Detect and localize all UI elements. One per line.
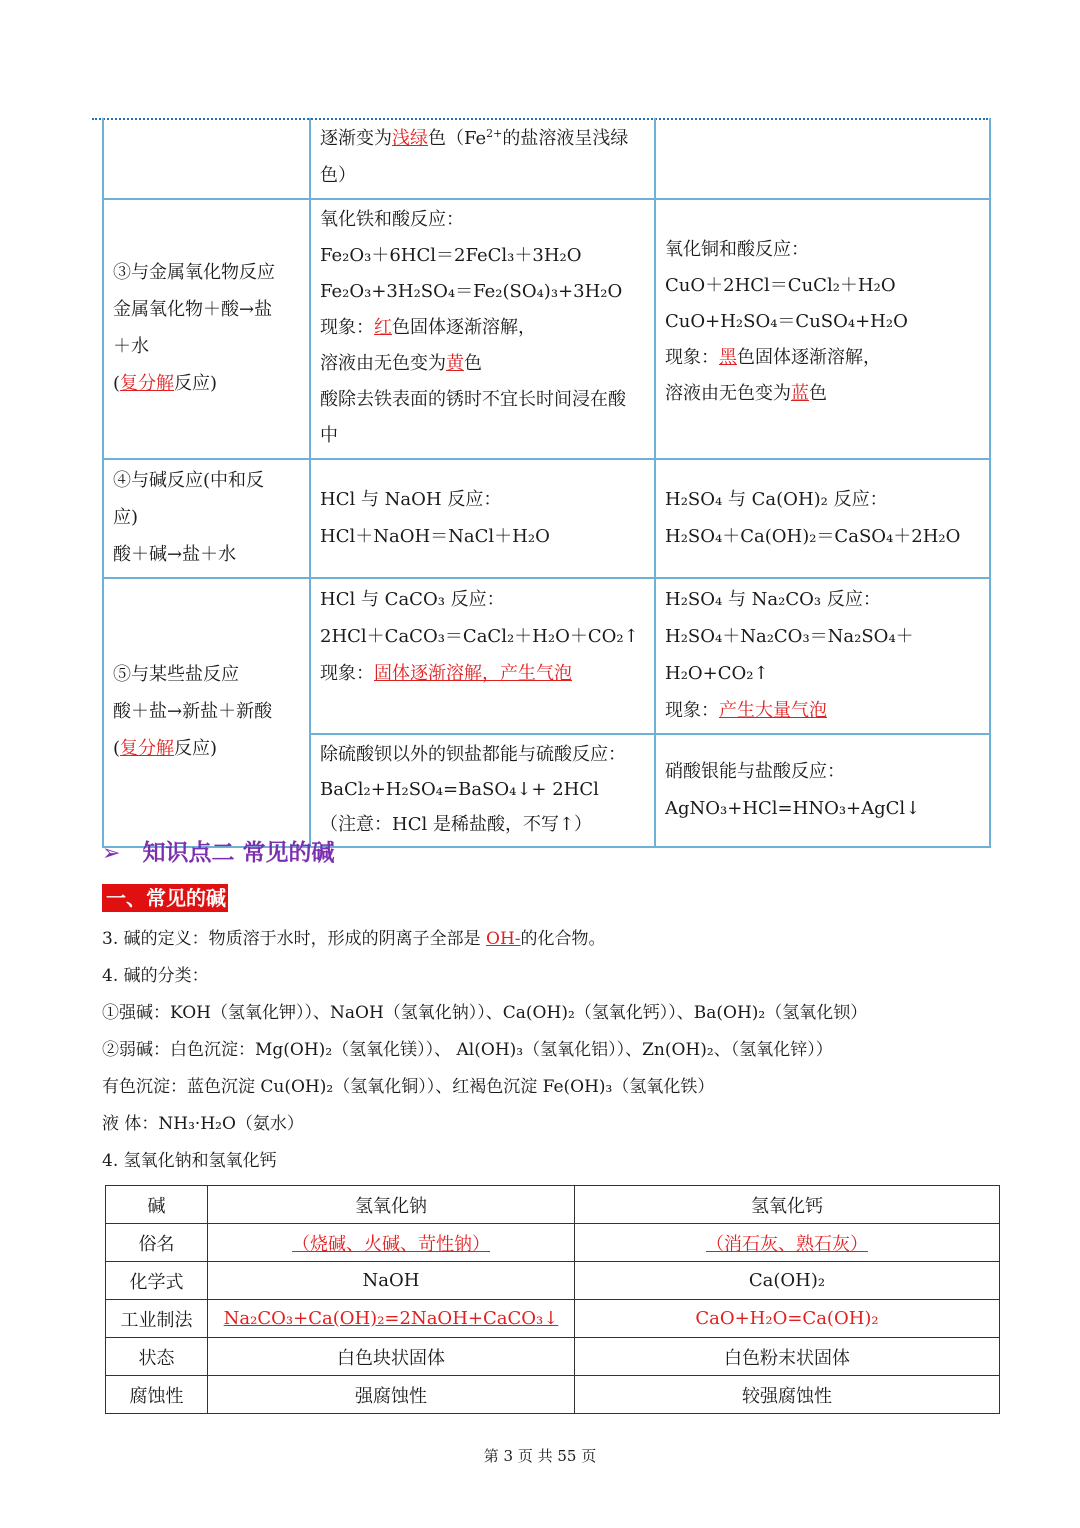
table-cell: HCl 与 NaOH 反应： HCl＋NaOH＝NaCl＋H₂O <box>310 459 655 578</box>
table-cell: 白色粉末状固体 <box>575 1338 1000 1376</box>
table-row <box>103 118 990 199</box>
table-row <box>106 1300 1000 1338</box>
table-cell: 白色块状固体 <box>208 1338 575 1376</box>
table-row <box>106 1262 1000 1300</box>
table-cell: （消石灰、熟石灰） <box>575 1224 1000 1262</box>
table-cell: 腐蚀性 <box>106 1376 208 1414</box>
table-row <box>103 199 990 459</box>
table-cell: HCl 与 CaCO₃ 反应： 2HCl＋CaCO₃＝CaCl₂＋H₂O＋CO₂↑ 现象：固体逐渐溶解，产生气泡 <box>310 578 655 734</box>
table-header-row <box>106 1186 1000 1224</box>
table-row <box>103 578 990 734</box>
table-header-cell: 碱 <box>106 1186 208 1224</box>
table-cell: 化学式 <box>106 1262 208 1300</box>
paragraph-table-intro: 4. 氢氧化钠和氢氧化钙 <box>102 1151 277 1171</box>
table-cell: CaO+H₂O=Ca(OH)₂ <box>575 1300 1000 1338</box>
table-cell: 除硫酸钡以外的钡盐都能与硫酸反应： BaCl₂+H₂SO₄=BaSO₄↓+ 2HCl （注意：HCl 是稀盐酸，不写↑） <box>310 734 655 847</box>
paragraph-strong-bases: ①强碱：KOH（氢氧化钾））、NaOH（氢氧化钠））、Ca(OH)₂（氢氧化钙））、Ba(OH)₂（氢氧化钡） <box>102 1003 868 1023</box>
table-cell <box>103 118 310 199</box>
paragraph-liquid: 液 体：NH₃·H₂O（氨水） <box>102 1114 304 1134</box>
paragraph-definition: 3. 碱的定义：物质溶于水时，形成的阴离子全部是 OH-的化合物。 <box>102 929 606 949</box>
table-cell: （烧碱、火碱、苛性钠） <box>208 1224 575 1262</box>
table-cell: 氧化铜和酸反应： CuO＋2HCl＝CuCl₂＋H₂O CuO+H₂SO₄＝CuSO₄+H₂O 现象：黑色固体逐渐溶解， 溶液由无色变为蓝色 <box>655 199 990 459</box>
acid-properties-table <box>102 118 991 848</box>
table-cell: Na₂CO₃+Ca(OH)₂=2NaOH+CaCO₃↓ <box>208 1300 575 1338</box>
paragraph-weak-bases: ②弱碱：白色沉淀：Mg(OH)₂（氢氧化镁））、 Al(OH)₃（氢氧化铝））、Zn(OH)₂、（氢氧化锌）） <box>102 1040 833 1060</box>
table-cell: 俗名 <box>106 1224 208 1262</box>
table-cell: ⑤与某些盐反应 酸＋盐→新盐＋新酸 (复分解反应) <box>103 578 310 847</box>
table-cell: 工业制法 <box>106 1300 208 1338</box>
table-cell: 强腐蚀性 <box>208 1376 575 1414</box>
table-cell: 逐渐变为浅绿色（$Fe^{2+}$的盐溶液呈浅绿 色） <box>310 118 655 199</box>
section-title: ➢ 知识点二 常见的碱 <box>102 840 335 866</box>
table-cell: 硝酸银能与盐酸反应： AgNO₃+HCl=HNO₃+AgCl↓ <box>655 734 990 847</box>
page-footer: 第 3 页 共 55 页 <box>483 1447 597 1465</box>
table-cell: 氧化铁和酸反应： Fe₂O₃＋6HCl＝2FeCl₃＋3H₂O Fe₂O₃+3H₂SO₄＝Fe₂(SO₄)₃+3H₂O 现象：红色固体逐渐溶解， 溶液由无色变为黄色 酸除去铁表面的锈时不宜长时间浸在酸 中 <box>310 199 655 459</box>
base-comparison-table <box>105 1185 1000 1414</box>
paragraph-classification: 4. 碱的分类： <box>102 966 209 986</box>
table-cell: NaOH <box>208 1262 575 1300</box>
table-header-cell: 氢氧化钠 <box>208 1186 575 1224</box>
table-row <box>103 459 990 578</box>
paragraph-colored-precipitates: 有色沉淀：蓝色沉淀 Cu(OH)₂（氢氧化铜））、红褐色沉淀 Fe(OH)₃（氢氧化铁） <box>102 1077 715 1097</box>
table-row <box>106 1376 1000 1414</box>
table-cell: Ca(OH)₂ <box>575 1262 1000 1300</box>
table-header-cell: 氢氧化钙 <box>575 1186 1000 1224</box>
table-cell: ④与碱反应(中和反 应) 酸＋碱→盐＋水 <box>103 459 310 578</box>
sub-heading: 一、常见的碱 <box>102 884 228 912</box>
arrow-bullet-icon: ➢ <box>102 841 121 866</box>
table-cell: ③与金属氧化物反应 金属氧化物＋酸→盐 ＋水 (复分解反应) <box>103 199 310 459</box>
table-cell: H₂SO₄ 与 Ca(OH)₂ 反应： H₂SO₄＋Ca(OH)₂＝CaSO₄＋2H₂O <box>655 459 990 578</box>
table-cell <box>655 118 990 199</box>
table-cell: 状态 <box>106 1338 208 1376</box>
table-row <box>106 1224 1000 1262</box>
table-cell: H₂SO₄ 与 Na₂CO₃ 反应： H₂SO₄＋Na₂CO₃＝Na₂SO₄＋H₂O+CO₂↑ 现象：产生大量气泡 <box>655 578 990 734</box>
table-row <box>106 1338 1000 1376</box>
table-cell: 较强腐蚀性 <box>575 1376 1000 1414</box>
